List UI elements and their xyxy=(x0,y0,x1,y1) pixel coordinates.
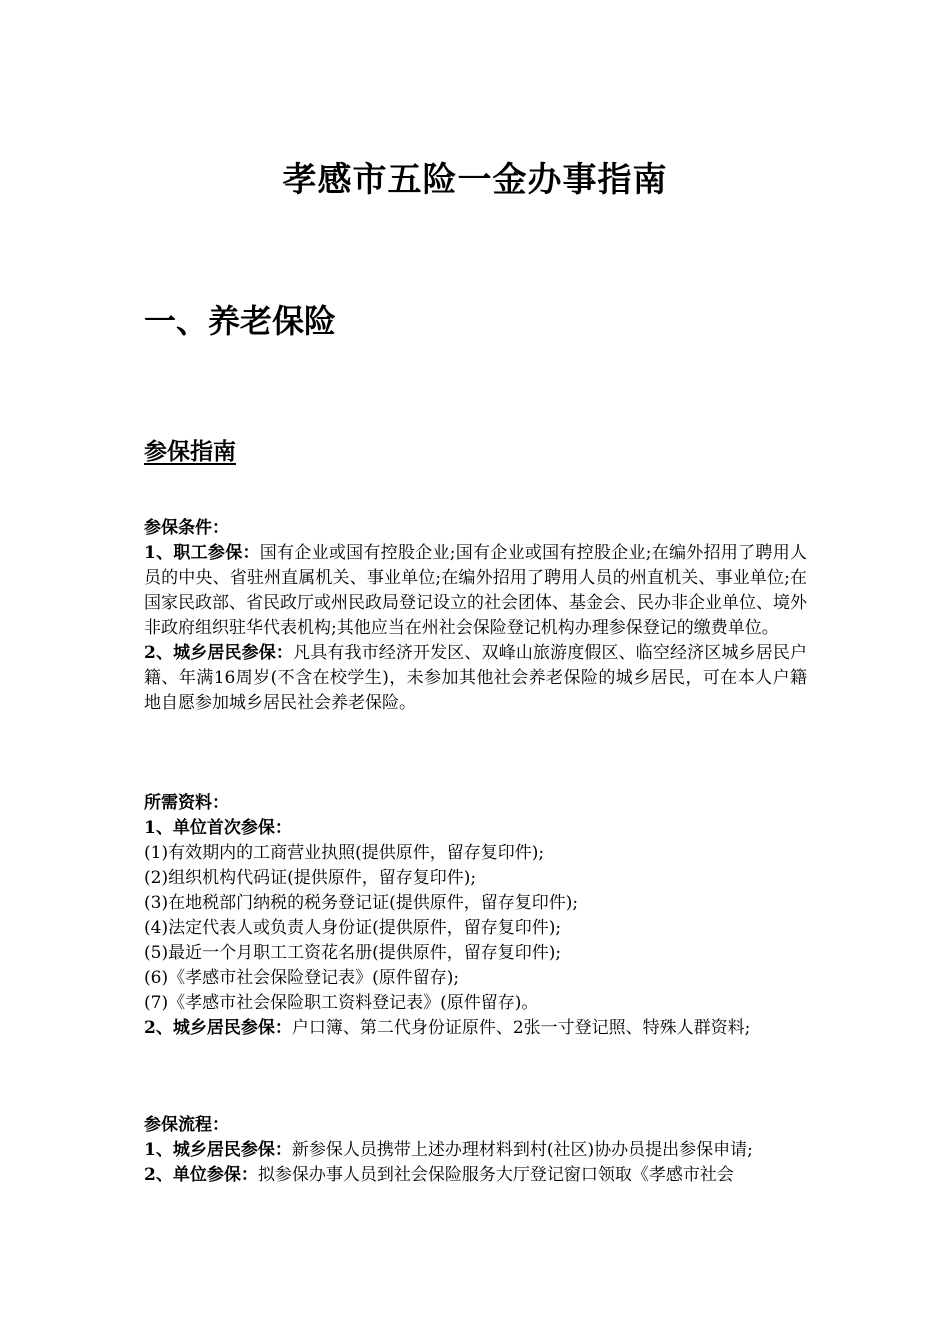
conditions-item-employee-text: 国有企业或国有控股企业;国有企业或国有控股企业;在编外招用了聘用人员的中央、省驻州直属机关、事业单位;在编外招用了聘用人员的州直机关、事业单位;在国家民政部、省民政厅或州民政局登记设立的社会团体、基金会、民办非企业单位、境外非政府组织驻华代表机构;其他应当在州社会保险登记机构办理参保登记的缴费单位。 xyxy=(144,543,807,638)
conditions-item-resident-text: 凡具有我市经济开发区、双峰山旅游度假区、临空经济区城乡居民户籍、年满16周岁(不含在校学生)，未参加其他社会养老保险的城乡居民，可在本人户籍地自愿参加城乡居民社会养老保险。 xyxy=(144,643,807,713)
materials-list-item: (4)法定代表人或负责人身份证(提供原件，留存复印件); xyxy=(144,918,562,938)
conditions-item-resident-label: 2、城乡居民参保： xyxy=(144,643,294,663)
materials-list-item: (1)有效期内的工商营业执照(提供原件，留存复印件); xyxy=(144,843,545,863)
required-materials-block xyxy=(144,791,807,1041)
materials-list-item: (2)组织机构代码证(提供原件，留存复印件); xyxy=(144,868,477,888)
process-item-unit-label: 2、单位参保： xyxy=(144,1165,258,1185)
materials-list-item: (7)《孝感市社会保险职工资料登记表》(原件留存)。 xyxy=(144,993,539,1013)
process-label: 参保流程： xyxy=(144,1115,229,1135)
materials-list-item: (5)最近一个月职工工资花名册(提供原件，留存复印件); xyxy=(144,943,562,963)
process-item-resident-text: 新参保人员携带上述办理材料到村(社区)协办员提出参保申请; xyxy=(291,1140,753,1160)
conditions-item-employee xyxy=(144,541,807,641)
materials-item-resident-label: 2、城乡居民参保： xyxy=(144,1018,292,1038)
materials-item-resident-text: 户口簿、第二代身份证原件、2张一寸登记照、特殊人群资料; xyxy=(291,1018,751,1038)
process-item-resident-label: 1、城乡居民参保： xyxy=(144,1140,292,1160)
conditions-item-resident xyxy=(144,641,807,716)
process-item-unit xyxy=(144,1163,807,1188)
subsection-heading-enrollment-guide: 参保指南 xyxy=(144,438,236,465)
document-title: 孝感市五险一金办事指南 xyxy=(282,160,668,200)
materials-list-item: (6)《孝感市社会保险登记表》(原件留存); xyxy=(144,968,460,988)
materials-label: 所需资料： xyxy=(144,793,229,813)
section-heading-pension: 一、养老保险 xyxy=(144,302,337,340)
enrollment-conditions-block xyxy=(144,516,807,716)
materials-item-unit-label: 1、单位首次参保： xyxy=(144,818,292,838)
conditions-item-employee-label: 1、职工参保： xyxy=(144,543,260,563)
process-item-unit-text: 拟参保办事人员到社会保险服务大厅登记窗口领取《孝感市社会 xyxy=(257,1165,734,1185)
materials-item-resident xyxy=(144,1016,807,1041)
materials-list-item: (3)在地税部门纳税的税务登记证(提供原件，留存复印件); xyxy=(144,893,579,913)
enrollment-process-block xyxy=(144,1113,807,1188)
process-item-resident xyxy=(144,1138,807,1163)
conditions-label: 参保条件： xyxy=(144,518,229,538)
